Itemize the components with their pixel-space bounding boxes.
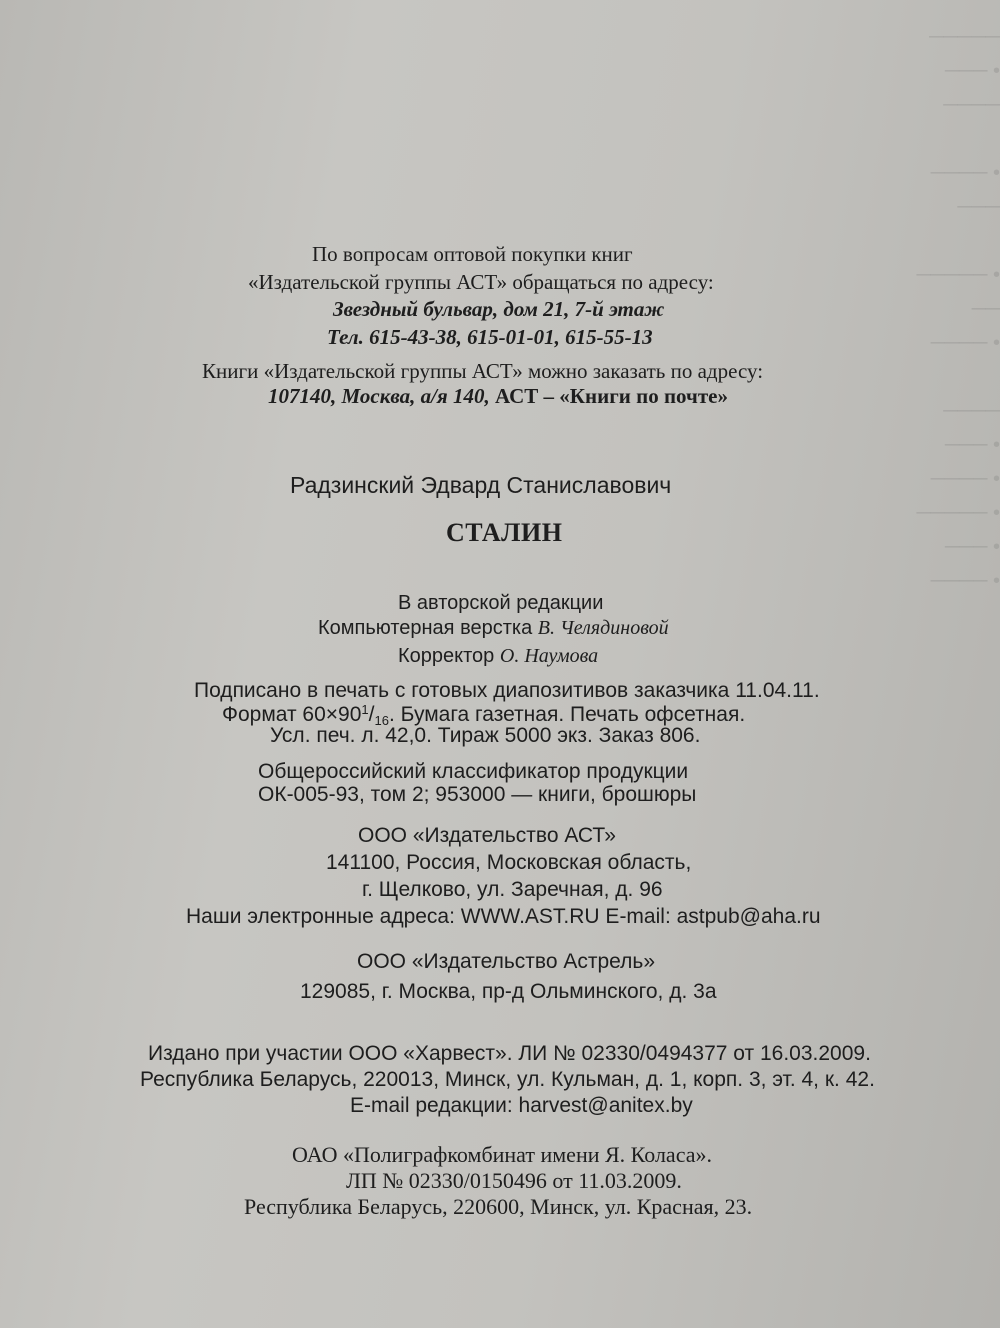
wholesale-address: Звездный бульвар, дом 21, 7-й этаж	[333, 297, 665, 321]
format-prefix: Формат 60×90	[222, 703, 362, 726]
harvest-line-2: Республика Беларусь, 220013, Минск, ул. Кульман, д. 1, корп. 3, эт. 4, к. 42.	[140, 1068, 875, 1091]
format-denominator: 16	[374, 713, 389, 728]
author-name: Радзинский Эдвард Станиславович	[290, 472, 672, 498]
classifier-line-1: Общероссийский классификатор продукции	[258, 760, 689, 783]
order-mail-label: «Книги по почте»	[559, 384, 728, 408]
book-title: СТАЛИН	[446, 518, 563, 547]
order-address: 107140, Москва, а/я 140,	[268, 384, 490, 408]
order-ast: АСТ –	[494, 384, 555, 408]
wholesale-line-2: «Издательской группы АСТ» обращаться по адресу:	[248, 270, 714, 294]
ast-address-1: 141100, Россия, Московская область,	[326, 851, 692, 874]
layout-credit	[318, 617, 669, 640]
ast-publisher-name: ООО «Издательство АСТ»	[358, 824, 616, 847]
edition-note: В авторской редакции	[398, 592, 604, 614]
ast-address-2: г. Щелково, ул. Заречная, д. 96	[362, 878, 663, 901]
wholesale-line-1: По вопросам оптовой покупки книг	[312, 242, 633, 266]
corrector-label: Корректор	[398, 645, 495, 667]
format-numerator: 1	[361, 702, 369, 717]
show-through-texture: ───── • ─── ──── • ──── ─── • ───── ── • ──── ──── • ─── • ──── • ───── • ─── • ────	[916, 26, 1000, 592]
format-rest: . Бумага газетная. Печать офсетная.	[388, 703, 746, 726]
format-slash: /	[368, 703, 375, 726]
printer-line-3: Республика Беларусь, 220600, Минск, ул. Красная, 23.	[244, 1194, 753, 1219]
printer-line-2: ЛП № 02330/0150496 от 11.03.2009.	[346, 1168, 682, 1193]
harvest-email: E-mail редакции: harvest@anitex.by	[350, 1094, 693, 1117]
harvest-line-1: Издано при участии ООО «Харвест». ЛИ № 02330/0494377 от 16.03.2009.	[148, 1042, 871, 1065]
ast-web: Наши электронные адреса: WWW.AST.RU E-mail: astpub@aha.ru	[186, 905, 821, 928]
classifier-line-2: ОК-005-93, том 2; 953000 — книги, брошюры	[258, 783, 697, 806]
astrel-address: 129085, г. Москва, пр-д Ольминского, д. 3а	[300, 980, 717, 1003]
printer-line-1: ОАО «Полиграфкомбинат имени Я. Коласа».	[292, 1142, 712, 1167]
wholesale-phones: Тел. 615-43-38, 615-01-01, 615-55-13	[327, 325, 653, 349]
corrector-name: О. Наумова	[499, 645, 599, 667]
order-line-1: Книги «Издательской группы АСТ» можно заказать по адресу:	[202, 359, 764, 383]
print-signed: Подписано в печать с готовых диапозитивов заказчика 11.04.11.	[194, 679, 820, 702]
print-sheets: Усл. печ. л. 42,0. Тираж 5000 экз. Заказ 806.	[270, 724, 701, 747]
order-line-2	[268, 384, 728, 409]
layout-label: Компьютерная верстка	[318, 617, 533, 639]
layout-name: В. Челядиновой	[537, 617, 669, 639]
astrel-publisher-name: ООО «Издательство Астрель»	[357, 950, 656, 973]
corrector-credit	[398, 645, 598, 668]
